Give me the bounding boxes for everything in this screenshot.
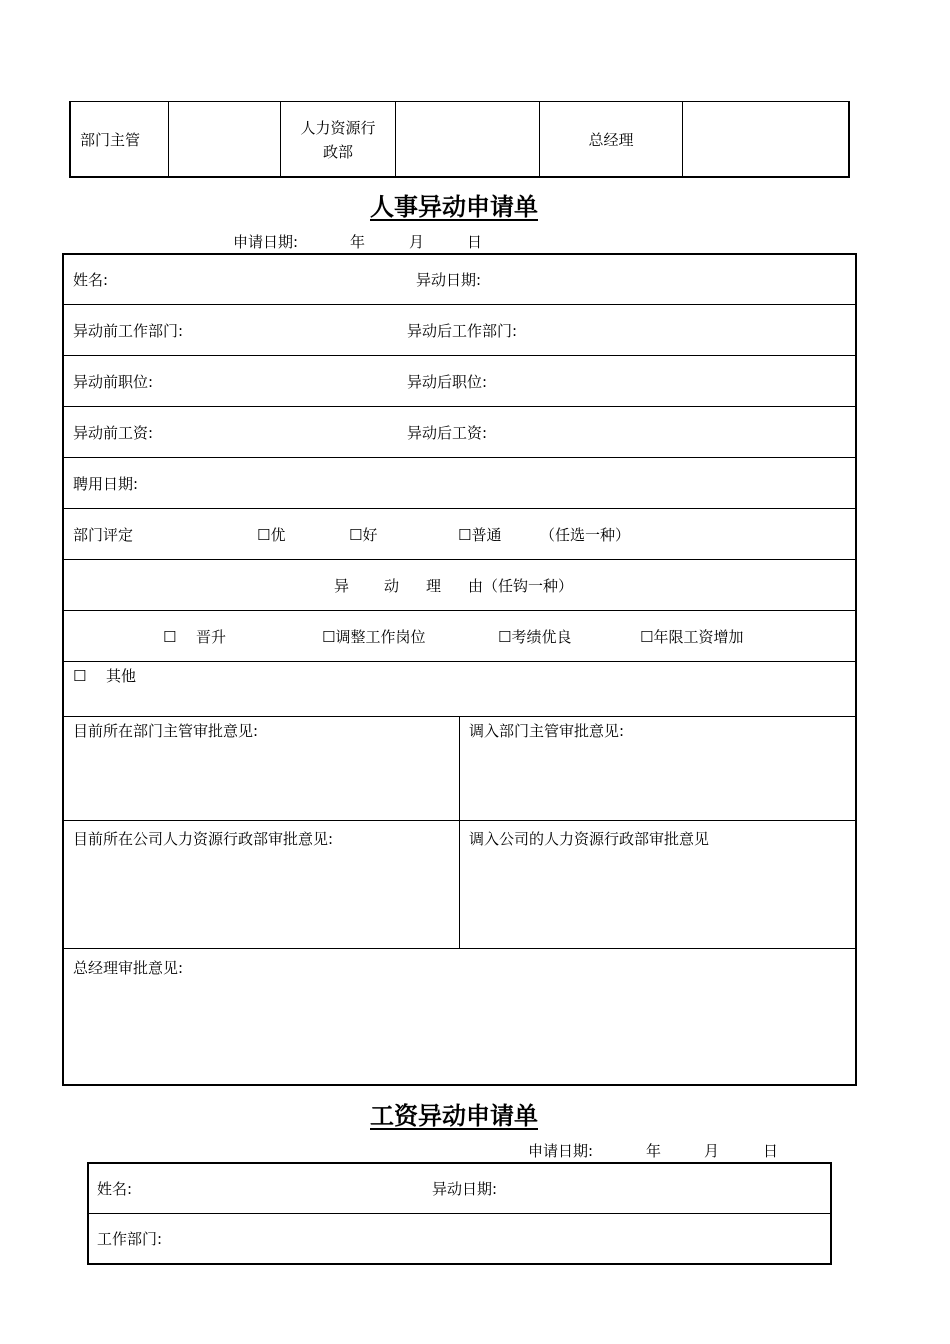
reason-heading-char-2: 动 <box>384 577 400 595</box>
evaluation-note: （任选一种） <box>540 526 631 544</box>
month-label: 月 <box>409 233 425 251</box>
application-date-label: 申请日期: <box>233 233 299 251</box>
current-dept-head-opinion-label: 目前所在部门主管审批意见: <box>73 722 259 740</box>
evaluation-label: 部门评定 <box>73 526 134 544</box>
salary-dept-field[interactable] <box>179 1223 824 1253</box>
hr-admin-label-line1: 人力资源行 <box>300 118 376 137</box>
hr-admin-label-line2: 政部 <box>322 142 353 161</box>
salary-name-label: 姓名: <box>97 1180 133 1198</box>
dept-head-label-cell <box>71 102 168 177</box>
evaluation-excellent-checkbox[interactable]: ☐优 <box>257 526 286 544</box>
general-manager-label-cell <box>539 102 682 177</box>
gm-opinion-label: 总经理审批意见: <box>73 959 184 977</box>
salary-before-label: 异动前工资: <box>73 424 154 442</box>
hr-admin-label-cell <box>280 102 395 177</box>
current-dept-head-opinion-field[interactable] <box>69 745 454 815</box>
position-before-field[interactable] <box>169 366 399 396</box>
current-hr-opinion-label: 目前所在公司人力资源行政部审批意见: <box>73 830 334 848</box>
dept-after-label: 异动后工作部门: <box>407 322 518 340</box>
salary-after-field[interactable] <box>504 417 844 447</box>
dept-after-field[interactable] <box>539 315 844 345</box>
reason-other-label: 其他 <box>106 667 137 685</box>
reason-promotion-label: 晋升 <box>196 628 227 646</box>
hire-date-field[interactable] <box>154 468 844 498</box>
evaluation-average-checkbox[interactable]: ☐普通 <box>458 526 502 544</box>
new-hr-opinion-field[interactable] <box>464 853 849 943</box>
reason-heading-char-3: 理 <box>426 577 442 595</box>
hr-admin-signature-cell[interactable] <box>395 102 539 177</box>
dept-before-field[interactable] <box>204 315 404 345</box>
name-label: 姓名: <box>73 271 109 289</box>
reason-seniority-salary-checkbox[interactable]: ☐年限工资增加 <box>640 628 744 646</box>
year-label: 年 <box>350 233 366 251</box>
dept-head-label: 部门主管 <box>80 130 141 149</box>
position-before-label: 异动前职位: <box>73 373 154 391</box>
current-hr-opinion-field[interactable] <box>69 853 454 943</box>
salary-form-title: 工资异动申请单 <box>370 1102 538 1130</box>
salary-transfer-date-label: 异动日期: <box>432 1180 498 1198</box>
salary-year-label: 年 <box>646 1142 662 1160</box>
dept-before-label: 异动前工作部门: <box>73 322 184 340</box>
new-dept-head-opinion-label: 调入部门主管审批意见: <box>469 722 625 740</box>
dept-head-signature-cell[interactable] <box>168 102 280 177</box>
day-label: 日 <box>467 233 483 251</box>
reason-adjust-position-checkbox[interactable]: ☐调整工作岗位 <box>322 628 426 646</box>
gm-opinion-field[interactable] <box>69 981 849 1081</box>
salary-after-label: 异动后工资: <box>407 424 488 442</box>
approval-signature-table <box>69 101 850 178</box>
transfer-date-label: 异动日期: <box>416 271 482 289</box>
general-manager-signature-cell[interactable] <box>682 102 848 177</box>
new-dept-head-opinion-field[interactable] <box>464 745 849 815</box>
position-after-label: 异动后职位: <box>407 373 488 391</box>
salary-application-date <box>0 1140 950 1160</box>
salary-day-label: 日 <box>763 1142 779 1160</box>
salary-before-field[interactable] <box>169 417 399 447</box>
position-after-field[interactable] <box>504 366 844 396</box>
reason-performance-checkbox[interactable]: ☐考绩优良 <box>498 628 572 646</box>
reason-other-checkbox[interactable]: ☐ <box>73 667 87 685</box>
salary-month-label: 月 <box>704 1142 720 1160</box>
salary-name-field[interactable] <box>144 1174 414 1204</box>
evaluation-good-checkbox[interactable]: ☐好 <box>349 526 378 544</box>
personnel-form-title: 人事异动申请单 <box>370 193 538 221</box>
personnel-application-date <box>0 231 950 251</box>
reason-heading-char-1: 异 <box>334 577 350 595</box>
new-hr-opinion-label: 调入公司的人力资源行政部审批意见 <box>469 830 710 848</box>
salary-change-form <box>87 1162 832 1265</box>
hire-date-label: 聘用日期: <box>73 475 139 493</box>
salary-application-date-label: 申请日期: <box>528 1142 594 1160</box>
transfer-date-field[interactable] <box>494 265 844 295</box>
salary-dept-label: 工作部门: <box>97 1230 163 1248</box>
personnel-change-form <box>62 253 857 1086</box>
name-field[interactable] <box>119 265 409 295</box>
reason-heading-rest: 由（任钩一种） <box>468 577 574 595</box>
salary-transfer-date-field[interactable] <box>509 1174 824 1204</box>
general-manager-label: 总经理 <box>588 130 634 149</box>
reason-promotion-checkbox[interactable]: ☐ <box>163 628 177 646</box>
